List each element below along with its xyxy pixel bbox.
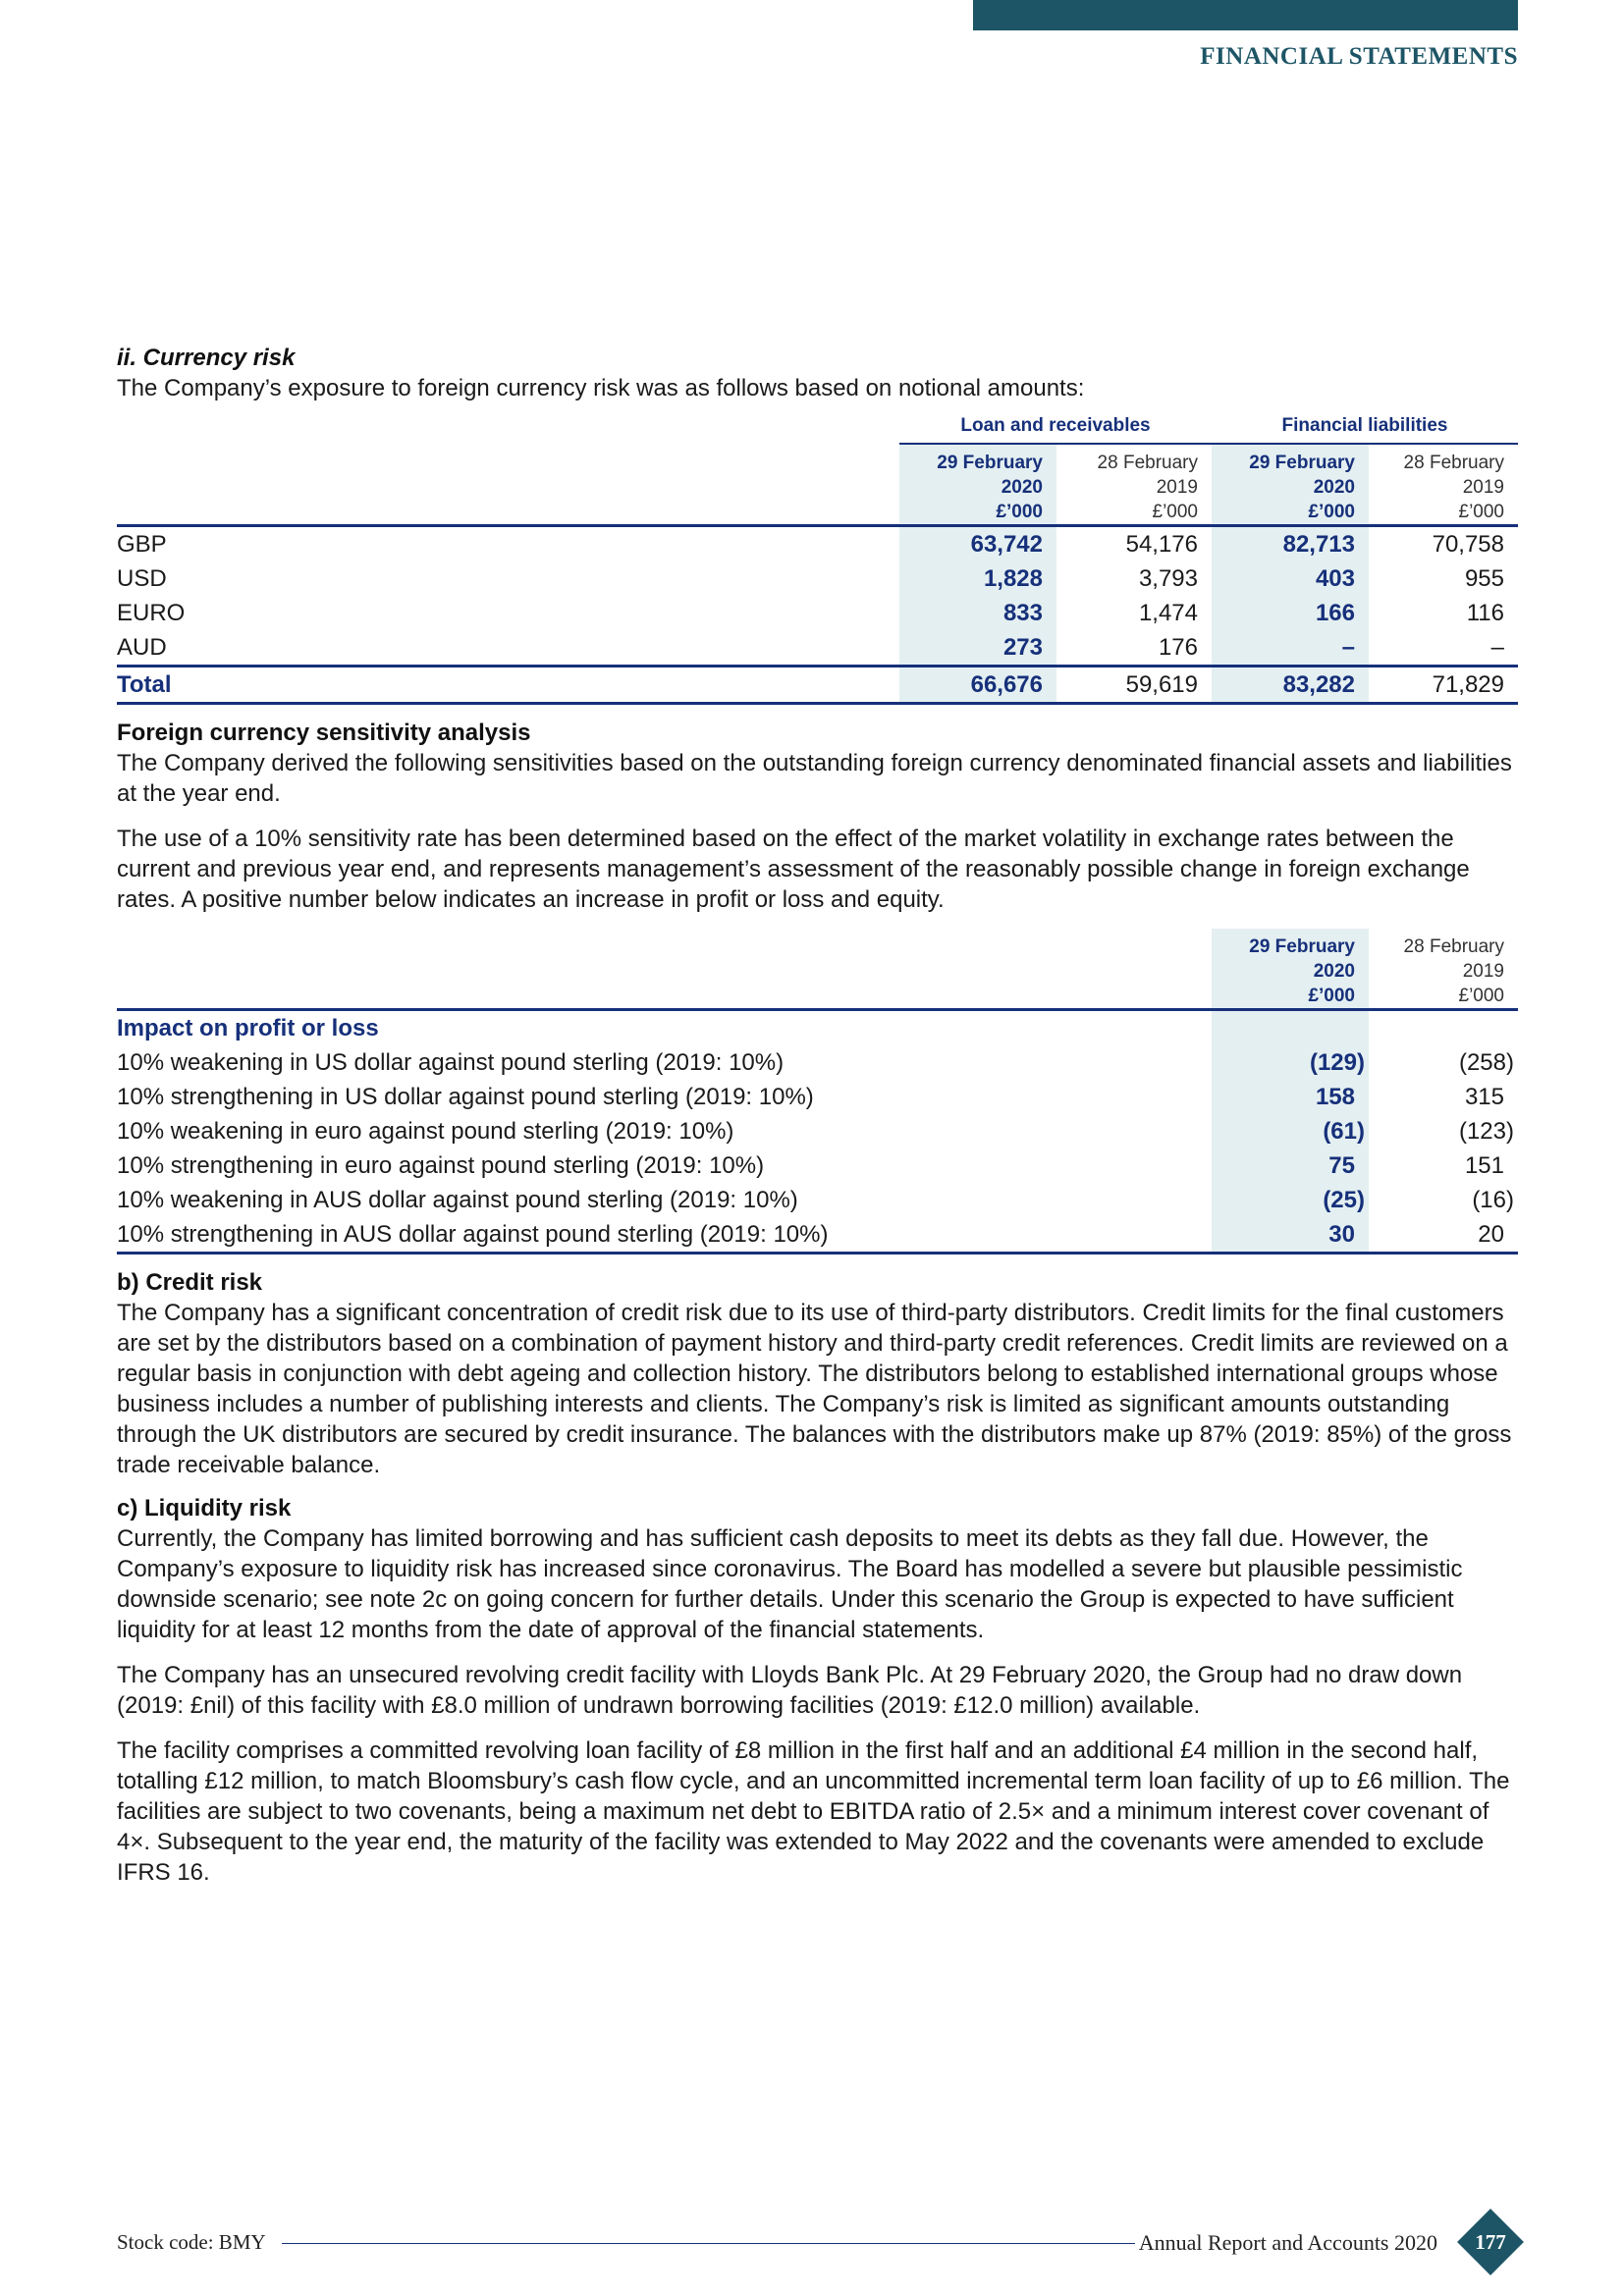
page-number: 177 <box>1475 2230 1506 2254</box>
table-row: 10% weakening in AUS dollar against pound sterling (2019: 10%) (25) (16) <box>117 1183 1518 1217</box>
group-header-row <box>117 415 1518 444</box>
credit-risk-section <box>117 1268 1518 1480</box>
col-2020-loans: 29 February 2020 £’000 <box>899 444 1056 526</box>
column-header-row <box>117 444 1518 526</box>
table-row: 10% weakening in euro against pound sterling (2019: 10%) (61) (123) <box>117 1114 1518 1148</box>
group-loans-receivables: Loan and receivables <box>899 415 1212 444</box>
sensitivity-para-2: The use of a 10% sensitivity rate has been determined based on the effect of the market volatility in exchange rates between the current and previous year end, and represents management’s assessment of the reasonably possible change in foreign exchange rates. A positive number below indicates an increase in profit or loss and equity. <box>117 826 1470 913</box>
currency-exposure-table <box>117 415 1518 705</box>
col-2020-liabilities: 29 February 2020 £’000 <box>1212 444 1369 526</box>
table-row: EURO 833 1,474 166 116 <box>117 596 1518 630</box>
table-row: 10% strengthening in US dollar against pound sterling (2019: 10%) 158 315 <box>117 1080 1518 1114</box>
col-2019: 28 February 2019 £’000 <box>1403 936 1504 1006</box>
page-content <box>117 344 1518 1888</box>
liquidity-risk-section <box>117 1494 1518 1888</box>
table-row: 10% strengthening in euro against pound sterling (2019: 10%) 75 151 <box>117 1148 1518 1183</box>
col-2019-loans: 28 February 2019 £’000 <box>1097 453 1198 522</box>
impact-label-row: Impact on profit or loss <box>117 1010 1518 1046</box>
page-footer <box>117 2213 1518 2271</box>
table-row: 10% strengthening in AUS dollar against pound sterling (2019: 10%) 30 20 <box>117 1217 1518 1254</box>
section-title: FINANCIAL STATEMENTS <box>1200 43 1518 70</box>
currency-risk-heading: ii. Currency risk <box>117 345 296 371</box>
sensitivity-heading: Foreign currency sensitivity analysis <box>117 720 531 746</box>
stock-code: Stock code: BMY <box>117 2230 266 2254</box>
table-row: GBP 63,742 54,176 82,713 70,758 <box>117 526 1518 562</box>
sensitivity-table <box>117 929 1518 1255</box>
report-title: Annual Report and Accounts 2020 <box>1138 2230 1437 2255</box>
group-financial-liabilities: Financial liabilities <box>1212 415 1518 444</box>
total-row: Total 66,676 59,619 83,282 71,829 <box>117 667 1518 704</box>
column-header-row <box>117 929 1518 1010</box>
col-2020: 29 February 2020 £’000 <box>1212 929 1369 1010</box>
credit-risk-para: The Company has a significant concentration of credit risk due to its use of third-party distributors. Credit limits for the final customers are set by the distributors based on a combination of payment history and third-party credit references. Credit limits are reviewed on a regular basis in conjunction with debt ageing and collection history. The distributors belong to established international groups whose business includes a number of publishing interests and clients. The Company’s risk is limited as significant amounts outstanding through the UK distributors are secured by credit insurance. The balances with the distributors make up 87% (2019: 85%) of the gross trade receivable balance. <box>117 1300 1512 1478</box>
table-row: USD 1,828 3,793 403 955 <box>117 561 1518 596</box>
table-row: 10% weakening in US dollar against pound sterling (2019: 10%) (129) (258) <box>117 1045 1518 1080</box>
liquidity-para-1: Currently, the Company has limited borrowing and has sufficient cash deposits to meet its debts as they fall due. However, the Company’s exposure to liquidity risk has increased since coronavirus. The Board has modelled a severe but plausible pessimistic downside scenario; see note 2c on going concern for further details. Under this scenario the Group is expected to have sufficient liquidity for at least 12 months from the date of approval of the financial statements. <box>117 1525 1463 1643</box>
sensitivity-section <box>117 719 1518 915</box>
sensitivity-para-1: The Company derived the following sensitivities based on the outstanding foreign currency denominated financial assets and liabilities at the year end. <box>117 750 1512 807</box>
liquidity-risk-heading: c) Liquidity risk <box>117 1495 292 1522</box>
liquidity-para-2: The Company has an unsecured revolving credit facility with Lloyds Bank Plc. At 29 February 2020, the Group had no draw down (2019: £nil) of this facility with £8.0 million of undrawn borrowing facilities (2019: £12.0 million) available. <box>117 1662 1463 1719</box>
credit-risk-heading: b) Credit risk <box>117 1269 263 1296</box>
currency-risk-intro: The Company’s exposure to foreign currency risk was as follows based on notional amounts: <box>117 375 1085 401</box>
table-row: AUD 273 176 – – <box>117 630 1518 667</box>
col-2019-liabilities: 28 February 2019 £’000 <box>1403 453 1504 522</box>
footer-rule <box>282 2243 1135 2244</box>
liquidity-para-3: The facility comprises a committed revolving loan facility of £8 million in the first half and an additional £4 million in the second half, totalling £12 million, to match Bloomsbury’s cash flow cycle, and an uncommitted incremental term loan facility of up to £6 million. The facilities are subject to two covenants, being a maximum net debt to EBITDA ratio of 2.5× and a minimum interest cover covenant of 4×. Subsequent to the year end, the maturity of the facility was extended to May 2022 and the covenants were amended to exclude IFRS 16. <box>117 1737 1510 1886</box>
header-band <box>973 0 1518 30</box>
